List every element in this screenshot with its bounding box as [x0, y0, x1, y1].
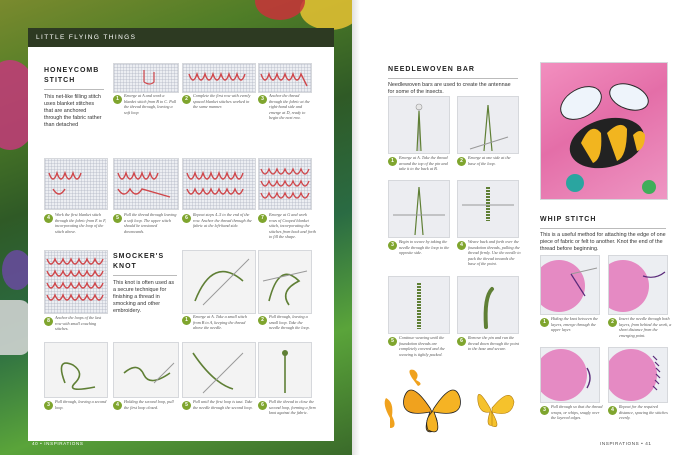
knot-illustration	[45, 343, 107, 397]
stitch-illustration	[259, 64, 311, 92]
needle-pin-illustration	[458, 97, 518, 153]
whip-step-4-caption	[608, 404, 672, 421]
needlewoven-step-5-caption	[388, 335, 452, 357]
step-number-badge: 2	[608, 318, 617, 327]
stitch-illustration	[183, 64, 255, 92]
needlewoven-step-2-photo	[457, 96, 519, 154]
smockers-step-5-caption	[182, 399, 254, 410]
honeycomb-step-1-caption	[113, 93, 177, 115]
step-text: Insert the needle through both layers, from behind the work, a short distance from the emerging point.	[619, 316, 672, 338]
knot-illustration	[259, 251, 311, 313]
needlewoven-step-1-photo	[388, 96, 450, 154]
stitch-illustration	[183, 159, 255, 209]
smockers-step-6-caption	[258, 399, 316, 416]
honeycomb-step-8-photo	[44, 250, 108, 314]
step-number-badge: 1	[540, 318, 549, 327]
step-number-badge: 2	[457, 157, 466, 166]
step-number-badge: 1	[182, 316, 191, 325]
step-number-badge: 1	[113, 95, 122, 104]
step-number-badge: 1	[388, 157, 397, 166]
butterfly-icon	[409, 370, 420, 386]
step-text: Emerge at G and work rows of Cooped blanket stitch, incorporating the stitches from back and forth to fill the shape.	[269, 212, 316, 240]
felt-layers-illustration	[609, 348, 667, 402]
smockers-step-1-caption	[182, 314, 254, 331]
honeycomb-step-7-photo	[258, 158, 312, 210]
smockers-step-3-caption	[44, 399, 108, 410]
honeycomb-step-3-photo	[258, 63, 312, 93]
honeycomb-step-3-caption	[258, 93, 313, 121]
smockers-step-3-photo	[44, 342, 108, 398]
needlewoven-step-6-photo	[457, 276, 519, 334]
step-text: Pull through, leaving a second loop.	[55, 399, 107, 410]
needle-pin-illustration	[389, 277, 449, 333]
stitch-illustration	[114, 159, 178, 209]
step-number-badge: 5	[113, 214, 122, 223]
step-text: Work the first blanket stitch through the fabric from E to F, incorporating the loop of the stitch above.	[55, 212, 107, 234]
knot-illustration	[114, 343, 178, 397]
butterfly-icon	[478, 394, 514, 426]
stitch-illustration	[45, 159, 107, 209]
step-text: Anchor the loops of the last row with small couching stitches.	[55, 315, 102, 332]
honeycomb-title-line2: STITCH	[44, 77, 76, 84]
step-number-badge: 3	[540, 406, 549, 415]
whip-step-3-photo	[540, 347, 600, 403]
step-text: Pull the thread through leaving a soft loop. The upper stitch should be tensioned downwards.	[124, 212, 177, 234]
whip-stitch-title: WHIP STITCH	[540, 216, 597, 223]
honeycomb-step-1-photo	[113, 63, 179, 93]
honeycomb-net-illustration	[45, 251, 107, 313]
section-header-strip	[28, 28, 334, 47]
needle-pin-illustration	[389, 181, 449, 237]
needlewoven-step-6-caption	[457, 335, 521, 352]
step-text: Pull the thread to close the second loop, forming a firm knot against the fabric.	[269, 399, 316, 416]
honeycomb-step-4-photo	[44, 158, 108, 210]
smockers-knot-title: SMOCKER'S KNOT	[113, 253, 165, 270]
needlewoven-step-4-photo	[457, 180, 519, 238]
antenna-illustration	[458, 277, 518, 333]
step-text: Emerge at A. Take a small stitch from B to A, keeping the thread above the needle.	[193, 314, 247, 331]
needlewoven-step-3-caption	[388, 239, 450, 256]
scissors-handle	[0, 300, 30, 355]
step-number-badge: 4	[608, 406, 617, 415]
step-text: Pull through so that the thread wraps, or whips, snugly over the layered edges.	[551, 404, 603, 421]
whip-step-2-caption	[608, 316, 672, 338]
step-number-badge: 4	[457, 241, 466, 250]
step-text: Emerge at one side at the base of the loop.	[468, 155, 511, 166]
step-number-badge: 4	[113, 401, 122, 410]
needlewoven-step-2-caption	[457, 155, 519, 166]
divider	[388, 78, 518, 79]
section-label: LITTLE FLYING THINGS	[36, 34, 137, 41]
smockers-step-6-photo	[258, 342, 312, 398]
smockers-step-1-photo	[182, 250, 256, 314]
step-number-badge: 2	[182, 95, 191, 104]
step-text: Emerge at A. Take the thread around the top of the pin and take it to the back at B.	[399, 155, 448, 172]
step-number-badge: 6	[457, 337, 466, 346]
honeycomb-step-7-caption	[258, 212, 316, 240]
step-number-badge: 4	[44, 214, 53, 223]
divider	[540, 228, 666, 229]
whip-step-2-photo	[608, 255, 668, 315]
smockers-step-4-caption	[113, 399, 177, 410]
step-text: Pull through, leaving a small loop. Take the needle through the loop.	[269, 314, 310, 331]
divider	[113, 275, 177, 276]
honeycomb-title-line1: HONEYCOMB	[44, 67, 100, 74]
honeycomb-step-8-caption	[44, 315, 108, 332]
smockers-step-4-photo	[113, 342, 179, 398]
step-text: Weave back and forth over the foundation threads, pulling the thread firmly. Use the needle to pack the thread towards the base of the point.	[468, 239, 521, 267]
step-text: Holding the second loop, pull the first loop closed.	[124, 399, 174, 410]
needlewoven-heading	[388, 65, 518, 96]
smockers-step-5-photo	[182, 342, 256, 398]
honeycomb-net-illustration	[259, 159, 311, 209]
honeycomb-step-6-photo	[182, 158, 256, 210]
step-text: Anchor the thread through the fabric at the right-hand side and emerge at D, ready to begin the next row.	[269, 93, 310, 121]
honeycomb-step-2-photo	[182, 63, 256, 93]
needlewoven-step-3-photo	[388, 180, 450, 238]
honeycomb-step-2-caption	[182, 93, 254, 110]
whip-step-3-caption	[540, 404, 604, 421]
honeycomb-heading	[44, 66, 104, 129]
step-text: Repeat for the required distance, spacing the stitches evenly.	[619, 404, 668, 421]
honeycomb-step-5-photo	[113, 158, 179, 210]
stitch-illustration	[114, 64, 178, 92]
needlewoven-step-1-caption	[388, 155, 450, 172]
butterfly-icon	[385, 398, 395, 428]
step-number-badge: 6	[182, 214, 191, 223]
yellow-felt-shape	[300, 0, 360, 30]
step-number-badge: 3	[258, 95, 267, 104]
needlewoven-title: NEEDLEWOVEN BAR	[388, 66, 475, 73]
step-number-badge: 5	[182, 401, 191, 410]
whip-stitch-intro: This is a useful method for attaching the edge of one piece of fabric or felt to another. Knot the end of the thread before beginning.	[540, 232, 666, 252]
smockers-step-2-photo	[258, 250, 312, 314]
page-gutter-shadow	[352, 0, 360, 455]
honeycomb-intro: This net-like filling stitch uses blanket stitches that are anchored through the fabric rather than detached	[44, 94, 102, 128]
honeycomb-step-5-caption	[113, 212, 177, 234]
step-number-badge: 5	[388, 337, 397, 346]
felt-layers-illustration	[609, 256, 667, 314]
felt-layers-illustration	[541, 256, 599, 314]
step-text: Remove the pin and run the thread down through the point to the base and secure.	[468, 335, 519, 352]
step-number-badge: 2	[258, 316, 267, 325]
smockers-knot-heading	[113, 252, 177, 315]
step-text: Repeat steps 4–5 to the end of the row. Anchor the thread through the fabric at the left-hand side.	[193, 212, 252, 229]
left-page-folio: 40 • INSPIRATIONS	[32, 441, 84, 446]
step-number-badge: 8	[44, 317, 53, 326]
needlewoven-step-5-photo	[388, 276, 450, 334]
felt-layers-illustration	[541, 348, 599, 402]
whip-step-1-photo	[540, 255, 600, 315]
whip-step-1-caption	[540, 316, 600, 333]
step-text: Begin to weave by taking the needle through the loop to the opposite side.	[399, 239, 450, 256]
step-number-badge: 3	[44, 401, 53, 410]
knot-illustration	[183, 251, 255, 313]
butterflies-illustration	[380, 368, 530, 448]
smockers-knot-intro: This knot is often used as a secure technique for finishing a thread in smocking and other embroidery.	[113, 280, 175, 314]
right-page-folio: INSPIRATIONS • 41	[600, 441, 652, 446]
step-text: Hiding the knot between the layers, emerge through the upper layer.	[551, 316, 598, 333]
step-number-badge: 7	[258, 214, 267, 223]
bee-embroidery-photo	[540, 62, 668, 200]
needlewoven-intro: Needlewoven bars are used to create the antennae for some of the insects.	[388, 82, 511, 95]
butterfly-icon	[404, 390, 461, 432]
honeycomb-step-6-caption	[182, 212, 254, 229]
smockers-step-2-caption	[258, 314, 314, 331]
divider	[44, 89, 104, 90]
step-text: Emerge at A and work a blanket stitch from B to C. Pull the thread through, leaving a soft loop	[124, 93, 177, 115]
honeycomb-step-4-caption	[44, 212, 108, 234]
red-felt-shape	[255, 0, 305, 20]
step-text: Continue weaving until the foundation threads are completely covered and the weaving is tightly packed.	[399, 335, 445, 357]
needlewoven-step-4-caption	[457, 239, 521, 267]
knot-illustration	[183, 343, 255, 397]
needle-pin-illustration	[458, 181, 518, 237]
step-text: Complete the first row with evenly spaced blanket stitches worked in the same manner.	[193, 93, 251, 110]
step-text: Pull until the first loop is taut. Take the needle through the second loop.	[193, 399, 253, 410]
needle-pin-illustration	[389, 97, 449, 153]
whip-stitch-heading	[540, 215, 666, 253]
bee-illustration	[541, 63, 667, 199]
whip-step-4-photo	[608, 347, 668, 403]
step-number-badge: 3	[388, 241, 397, 250]
knot-illustration	[259, 343, 311, 397]
step-number-badge: 6	[258, 401, 267, 410]
